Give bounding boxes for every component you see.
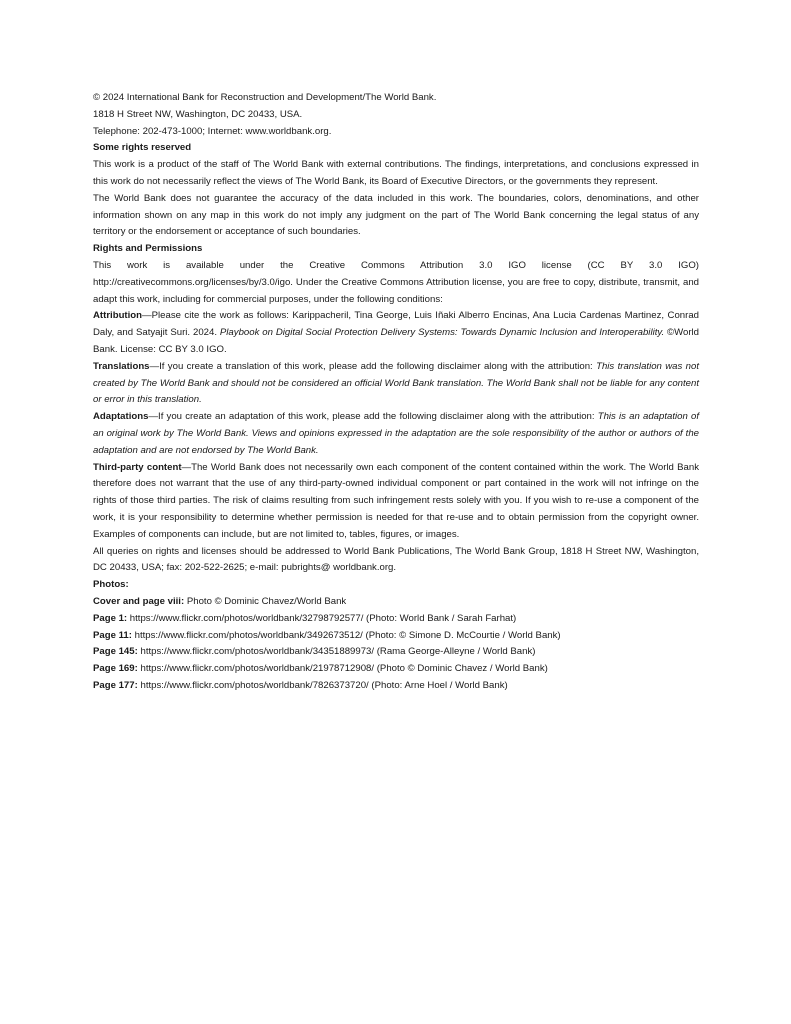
- photo-credit-label: Page 177:: [93, 679, 138, 691]
- disclaimer-paragraph-maps: The World Bank does not guarantee the accuracy of the data included in this work. The boundaries, colors, denominations, and other information shown on any map in this work do not imply any judgment on the part of The World Bank concerning the legal status of any territory or the endorsement or acceptance of such boundaries.: [93, 192, 699, 238]
- third-party-paragraph: [93, 460, 699, 544]
- translations-disclaimer: This translation was not created by The World Bank and should not be considered an official World Bank translation. The World Bank shall not be liable for any content or error in this translation.: [93, 360, 700, 406]
- queries-paragraph: All queries on rights and licenses should be addressed to World Bank Publications, The World Bank Group, 1818 H Street NW, Washington, DC 20433, USA; fax: 202-522-2625; e-mail: pubrights@ worldbank.org.: [93, 545, 699, 574]
- license-intro-paragraph: This work is available under the Creative Commons Attribution 3.0 IGO license (CC BY 3.0 IGO) http://creativecommons.org/licenses/by/3.0/igo. Under the Creative Commons Attribution license, you are free to copy, distribute, transmit, and adapt this work, including for commercial purposes, under the following conditions:: [93, 259, 699, 305]
- photo-credit-item: [93, 644, 699, 661]
- contact-line: Telephone: 202-473-1000; Internet: www.worldbank.org.: [93, 125, 332, 137]
- translations-paragraph: [93, 359, 699, 409]
- photo-credit-text: https://www.flickr.com/photos/worldbank/3492673512/ (Photo: © Simone D. McCourtie / World Bank): [131, 629, 561, 641]
- photo-credit-item: [93, 678, 699, 695]
- photo-credit-label: Page 11:: [93, 629, 132, 641]
- photo-credit-text: https://www.flickr.com/photos/worldbank/7826373720/ (Photo: Arne Hoel / World Bank): [137, 679, 508, 691]
- photo-credit-item: [93, 628, 699, 645]
- photos-heading: Photos:: [93, 579, 129, 591]
- third-party-text: —The World Bank does not necessarily own each component of the content contained within the work. The World Bank therefore does not warrant that the use of any third-party-owned individual component or part contained in the work will not infringe on the rights of those third parties. The risk of claims resulting from such infringement rests solely with you. If you wish to re-use a component of the work, it is your responsibility to determine whether permission is needed for that re-use and to obtain permission from the copyright owner. Examples of components can include, but are not limited to, tables, figures, or images.: [93, 461, 699, 540]
- attribution-license: ©World Bank. License: CC BY 3.0 IGO.: [93, 327, 699, 355]
- copyright-notice: © 2024 International Bank for Reconstruction and Development/The World Bank.: [93, 92, 437, 103]
- photo-credit-text: https://www.flickr.com/photos/worldbank/21978712908/ (Photo © Dominic Chavez / World Bank): [137, 663, 548, 675]
- some-rights-reserved-heading: Some rights reserved: [93, 142, 192, 154]
- adaptations-disclaimer: This is an adaptation of an original work by The World Bank. Views and opinions expressed in the adaptation are the sole responsibility of the author or authors of the adaptation and are not endorsed by The World Bank.: [93, 411, 700, 456]
- photo-credit-label: Page 145:: [93, 646, 138, 658]
- translations-label: Translations: [93, 360, 150, 372]
- photo-credit-item: [93, 611, 699, 628]
- copyright-page: [93, 90, 699, 695]
- photo-credit-item: [93, 661, 699, 678]
- photo-credit-text: https://www.flickr.com/photos/worldbank/32798792577/ (Photo: World Bank / Sarah Farhat): [127, 612, 517, 624]
- translations-text: —If you create a translation of this work, please add the following disclaimer along with the attribution:: [149, 360, 597, 372]
- photo-credit-label: Page 169:: [93, 663, 138, 675]
- attribution-label: Attribution: [93, 310, 143, 322]
- disclaimer-paragraph-views: This work is a product of the staff of The World Bank with external contributions. The findings, interpretations, and conclusions expressed in this work do not necessarily reflect the views of The World Bank, its Board of Executive Directors, or the governments they represent.: [93, 159, 699, 187]
- third-party-label: Third-party content: [93, 461, 182, 473]
- address-line: 1818 H Street NW, Washington, DC 20433, USA.: [93, 108, 303, 120]
- rights-permissions-heading: Rights and Permissions: [93, 243, 203, 255]
- publisher-address: [93, 107, 699, 141]
- adaptations-paragraph: [93, 409, 699, 459]
- photo-credit-text: https://www.flickr.com/photos/worldbank/34351889973/ (Rama George-Alleyne / World Bank): [137, 646, 536, 658]
- attribution-paragraph: [93, 308, 699, 358]
- photo-credit-text: Photo © Dominic Chavez/World Bank: [184, 595, 347, 607]
- attribution-text: —Please cite the work as follows: Karippacheril, Tina George, Luis Iñaki Alberro Encinas, Ana Lucia Cardenas Martinez, Conrad Daly, and Satyajit Suri. 2024.: [93, 310, 699, 339]
- photo-credit-label: Cover and page viii:: [93, 595, 185, 607]
- photo-credits-list: [93, 594, 699, 695]
- adaptations-label: Adaptations: [93, 411, 149, 423]
- publication-title: Playbook on Digital Social Protection Delivery Systems: Towards Dynamic Inclusion and Interoperability.: [219, 327, 665, 339]
- photo-credit-label: Page 1:: [93, 612, 128, 624]
- photo-credit-item: [93, 594, 699, 611]
- adaptations-text: —If you create an adaptation of this work, please add the following disclaimer along with the attribution:: [148, 411, 598, 423]
